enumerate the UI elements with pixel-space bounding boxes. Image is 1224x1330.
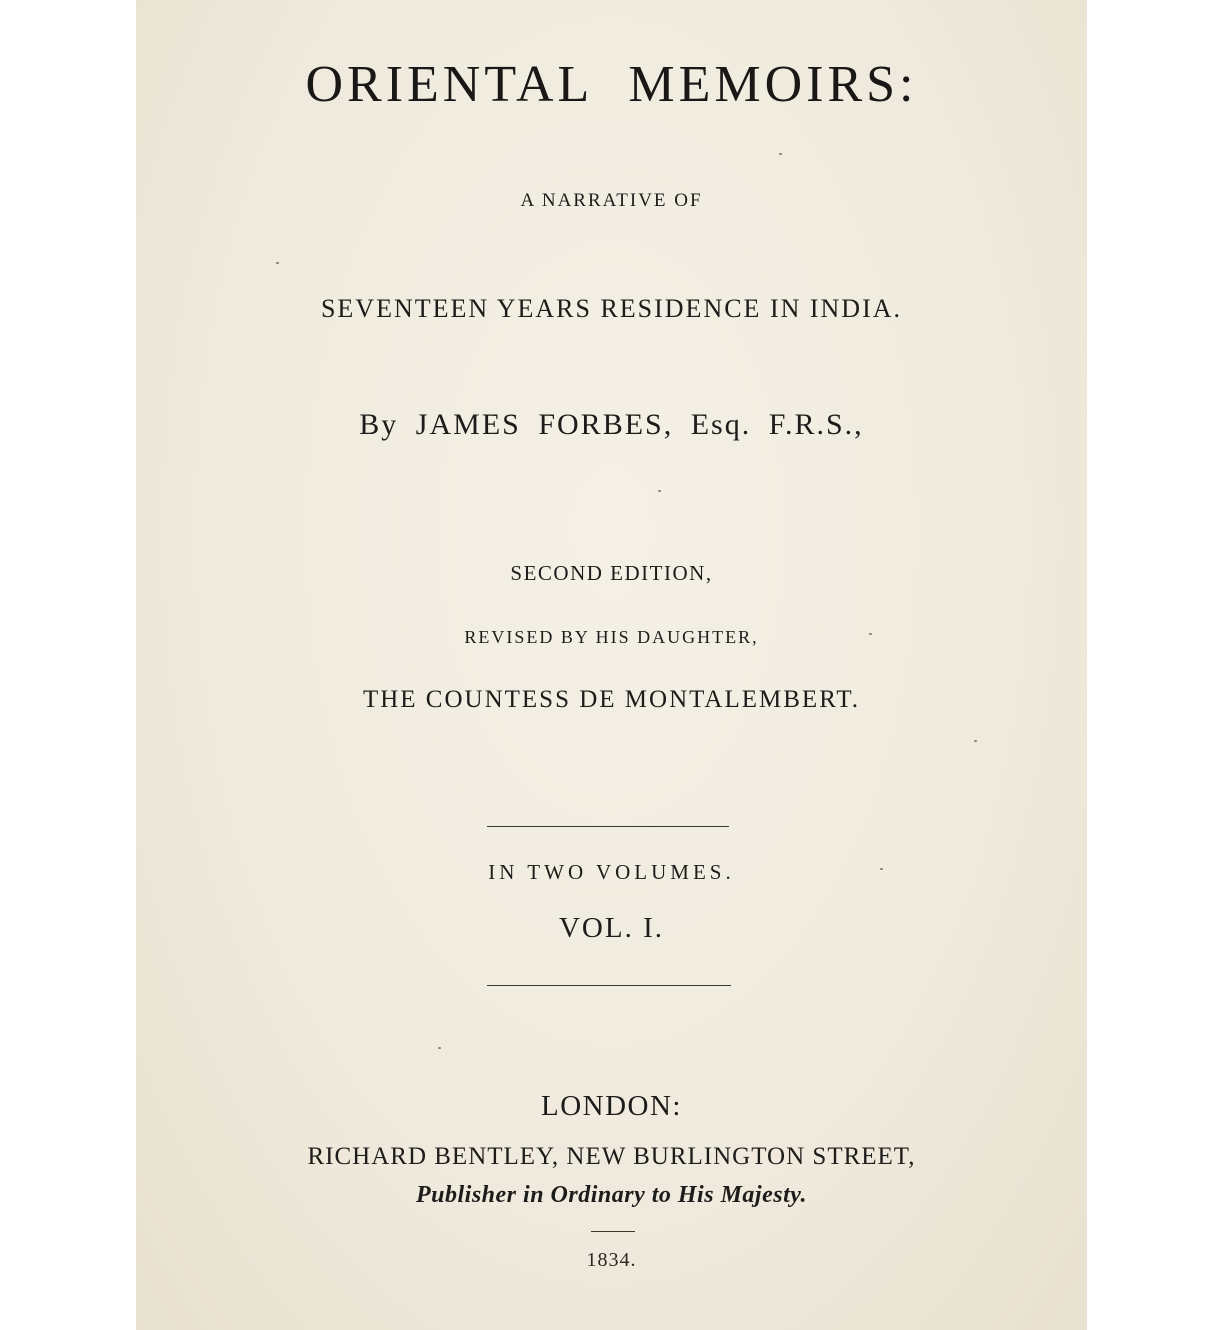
divider-rule-bottom (487, 985, 731, 986)
paper-speck (779, 153, 782, 155)
divider-rule-short (591, 1231, 635, 1232)
revised-line: REVISED BY HIS DAUGHTER, (464, 627, 759, 647)
volume-number: VOL. I. (558, 912, 664, 944)
title-page (136, 0, 1087, 1330)
divider-rule-top (487, 826, 729, 827)
imprint-city: LONDON: (541, 1090, 682, 1122)
volumes-line: IN TWO VOLUMES. (488, 860, 735, 884)
reviser-name: THE COUNTESS DE MONTALEMBERT. (362, 686, 861, 713)
edition-line: SECOND EDITION, (510, 561, 713, 585)
imprint-publisher: RICHARD BENTLEY, NEW BURLINGTON STREET, (307, 1143, 916, 1170)
subtitle-intro: A NARRATIVE OF (520, 190, 703, 211)
paper-speck (880, 868, 883, 870)
subtitle: SEVENTEEN YEARS RESIDENCE IN INDIA. (320, 294, 903, 323)
author-line: By JAMES FORBES, Esq. F.R.S., (359, 408, 864, 441)
paper-speck (869, 633, 872, 635)
paper-speck (276, 262, 279, 264)
paper-speck (658, 490, 661, 492)
imprint-appointment: Publisher in Ordinary to His Majesty. (416, 1182, 807, 1208)
book-title: ORIENTAL MEMOIRS: (305, 56, 918, 113)
paper-speck (974, 740, 977, 742)
imprint-year: 1834. (586, 1249, 637, 1271)
paper-speck (438, 1047, 441, 1049)
